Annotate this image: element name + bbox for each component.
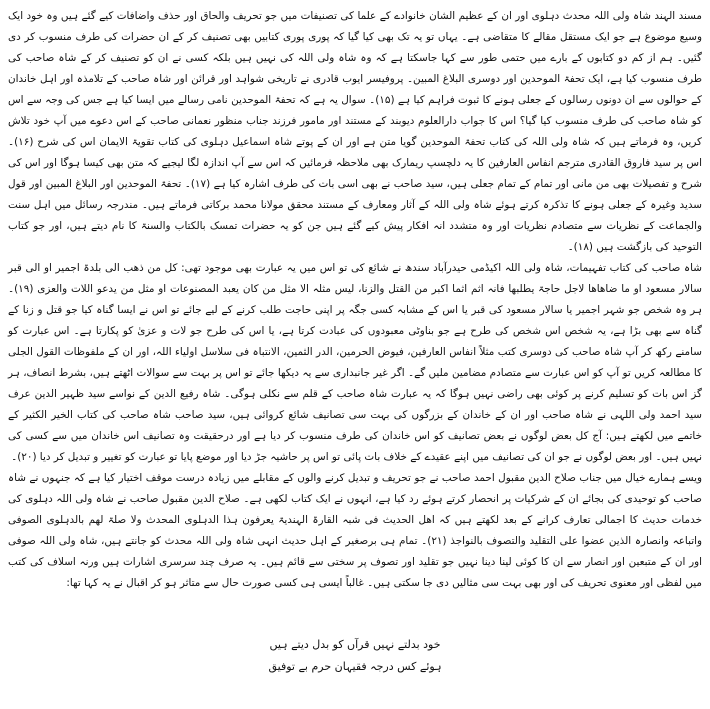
body-text [8,6,702,594]
document-page [8,6,702,706]
verse-couplet [8,634,702,678]
verse-line-1: خود بدلتے نہیں قرآں کو بدل دیتے ہیں [269,638,441,651]
paragraph-1: مسند الہند شاہ ولی اللہ محدث دہلوی اور ان کے عظیم الشان خانوادے کے علما کی تصنیفات میں جو تحریف والحاق اور حذف واضافات کیے گئے ہیں وہ خود ایک وسیع موضوع ہے جو ایک مستقل مقالے کا متقاضی ہے۔ یہاں تو یہ تک بھی کیا گیا کہ پوری پوری کتابیں بھی تصنیف کر کے ان حضرات کی طرف منسوب کر دی گئیں۔ ہم از کم دو کتابوں کے بارے میں حتمی طور سے کہا جاسکتا ہے کہ وہ شاہ ولی اللہ کی نہیں ہیں بلکہ کسی نے ان کو تصنیف کر کے شاہ صاحب کی طرف منسوب کیا ہے، ایک تحفۃ الموحدین اور دوسری البلاغ المبین۔ پروفیسر ایوب قادری نے تاریخی شواہد اور قرائن اور شاہ صاحب کے تلامذہ اور اہل خاندان کے حوالوں سے ان دونوں رسالوں کے جعلی ہونے کا ثبوت فراہم کیا ہے (۱۵)۔ سوال یہ ہے کہ تحفۃ الموحدین نامی رسالے میں ایسا کیا ہے جس کی وجہ سے اس کو شاہ صاحب کی طرف منسوب کیا گیا؟ اس کا جواب دارالعلوم دیوبند کے مستند اور مامور فرزند جناب منظور نعمانی صاحب کے اس دعوے میں آپ خود تلاش کریں، وہ فرماتے ہیں کہ شاہ ولی اللہ کی کتاب تحفۃ الموحدین گویا متن ہے اور ان کے پوتے شاہ اسماعیل دہلوی کی کتاب تقویۃ الایمان اس کی شرح (۱۶)۔ اس پر سید فاروق القادری مترجم انفاس العارفین کا یہ دلچسپ ریمارک بھی ملاحظہ فرمائیں کہ اس سے آپ اندازہ لگا لیجیے کہ متن بھی کیسا ہوگا اور اس کی شرح و تفصیلات بھی من مانی اور تمام کے تمام جعلی ہیں، سید صاحب نے بھی اسی بات کی طرف اشارہ کیا ہے (۱۷)۔ تحفۃ الموحدین اور البلاغ المبین اور قول سدید وغیرہ کے جعلی ہونے کا تذکرہ کرتے ہوئے شاہ ولی اللہ کے آثار ومعارف کے مستند محقق مولانا محمد برکاتی فرماتے ہیں۔ مندرجہ رسائل میں اہل سنت والجماعت کے نظریات سے متصادم نظریات اور وہ متشدد انہ افکار پیش کیے گئے ہیں جن کو یہ حضرات تمسک بالکتاب والسنۃ کا نام دیتے ہیں، اور جو کتاب التوحید کی بازگشت ہیں (۱۸)۔ [8,10,702,253]
verse-line-2: ہوئے کس درجہ فقیہان حرم بے توفیق [268,660,442,673]
paragraph-2: شاہ صاحب کی کتاب تفہیمات، شاہ ولی اللہ اکیڈمی حیدرآباد سندھ نے شائع کی تو اس میں یہ عبارت بھی موجود تھی: کل من ذھب الی بلدۃ اجمیر او الی قبر سالار مسعود او ما ضاھاھا لاجل حاجۃ یطلبھا فانہ اثم اثما اکبر من القتل والزنا، لیس مثلہ الا مثل من کان یعبد المصنوعات او مثل من یدعو اللات والعزی (۱۹)۔ ہر وہ شخص جو شہر اجمیر یا سالار مسعود کی قبر یا اس کے مشابہ کسی جگہ پر اپنی حاجت طلب کرنے کے لیے جائے تو اس نے ایسا گناہ کیا جو قتل و زنا کے گناہ سے بھی بڑا ہے، یہ شخص اس شخص کی طرح ہے جو بناوٹی معبودوں کی عبادت کرتا ہے، یا اس کی طرح جو لات و عزیٰ کو پکارتا ہے۔ اس عبارت کو سامنے رکھ کر آپ شاہ صاحب کی دوسری کتب مثلاً انفاس العارفین، فیوض الحرمین، الدر الثمین، الانتباہ فی سلاسل اولیاء اللہ، اور ان کے ملفوظات القول الجلی کا مطالعہ کریں تو آپ کو اس عبارت سے متصادم مضامین ملیں گے۔ اگر غیر جانبداری سے یہ دیکھا جائے تو اس پر بہت سے سوالات اٹھتے ہیں، بشرط انصاف، ہر گز اس بات کو تسلیم کرنے پر کوئی بھی راضی نہیں ہوگا کہ یہ عبارت شاہ صاحب کے قلم سے نکلی ہوگی۔ شاہ رفیع الدین کے نواسے سید ظہیر الدین عرف سید احمد ولی اللہی نے شاہ صاحب اور ان کے خاندان کے بزرگوں کی بہت سی تصانیف شائع کروائی ہیں، سید صاحب شاہ صاحب کی کتاب الخیر الکثیر کے خاتمے میں لکھتے ہیں: آج کل بعض لوگوں نے بعض تصانیف کو اس خاندان کی طرف منسوب کر دیا ہے اور درحقیقت وہ تصانیف اس خاندان میں سے کسی کی نہیں ہیں۔ اور بعض لوگوں نے جو ان کی تصانیف میں اپنے عقیدے کے خلاف بات پائی تو اس پر حاشیہ جڑ دیا اور موضع پایا تو عبارت کو تغییر و تبدیل کر دیا (۲۰)۔ [8,262,702,463]
paragraph-3: ویسے ہمارے خیال میں جناب صلاح الدین مقبول احمد صاحب نے جو تحریف و تبدیل کرنے والوں کے مقابلے میں زیادہ درست موقف اختیار کیا ہے کہ جنہوں نے شاہ صاحب کو توحیدی کی بجائے ان کے شرکیات پر انحصار کرتے ہوئے رد کیا ہے، انہوں نے ایک کتاب لکھی ہے۔ صلاح الدین مقبول صاحب نے شاہ ولی اللہ دہلوی کی خدمات حدیث کا اجمالی تعارف کرانے کے بعد لکھتے ہیں کہ اھل الحدیث فی شبہ القارۃ الہندیۃ یعرفون ہذا الدہلوی المحدث ولا صلۃ لھم بالدہلوی الصوفی واتباعہ وانصارہ الذین عضوا علی التقلید والتصوف بالنواجذ (۲۱)۔ تمام ہی برصغیر کے اہل حدیث انہی شاہ ولی اللہ محدث کو جانتے ہیں، شاہ ولی اللہ صوفی اور ان کے متبعین اور انصار سے ان کا کوئی لینا دینا نہیں جو تقلید اور تصوف پر سختی سے قائم ہیں۔ یہ صرف چند سرسری اشارات ہیں ورنہ اسلاف کی کتب میں لفظی اور معنوی تحریف کی اور بھی بہت سی مثالیں دی جا سکتی ہیں۔ غالباً ایسی ہی کسی صورت حال سے متاثر ہو کر اقبال نے یہ کہا تھا: [8,472,702,589]
